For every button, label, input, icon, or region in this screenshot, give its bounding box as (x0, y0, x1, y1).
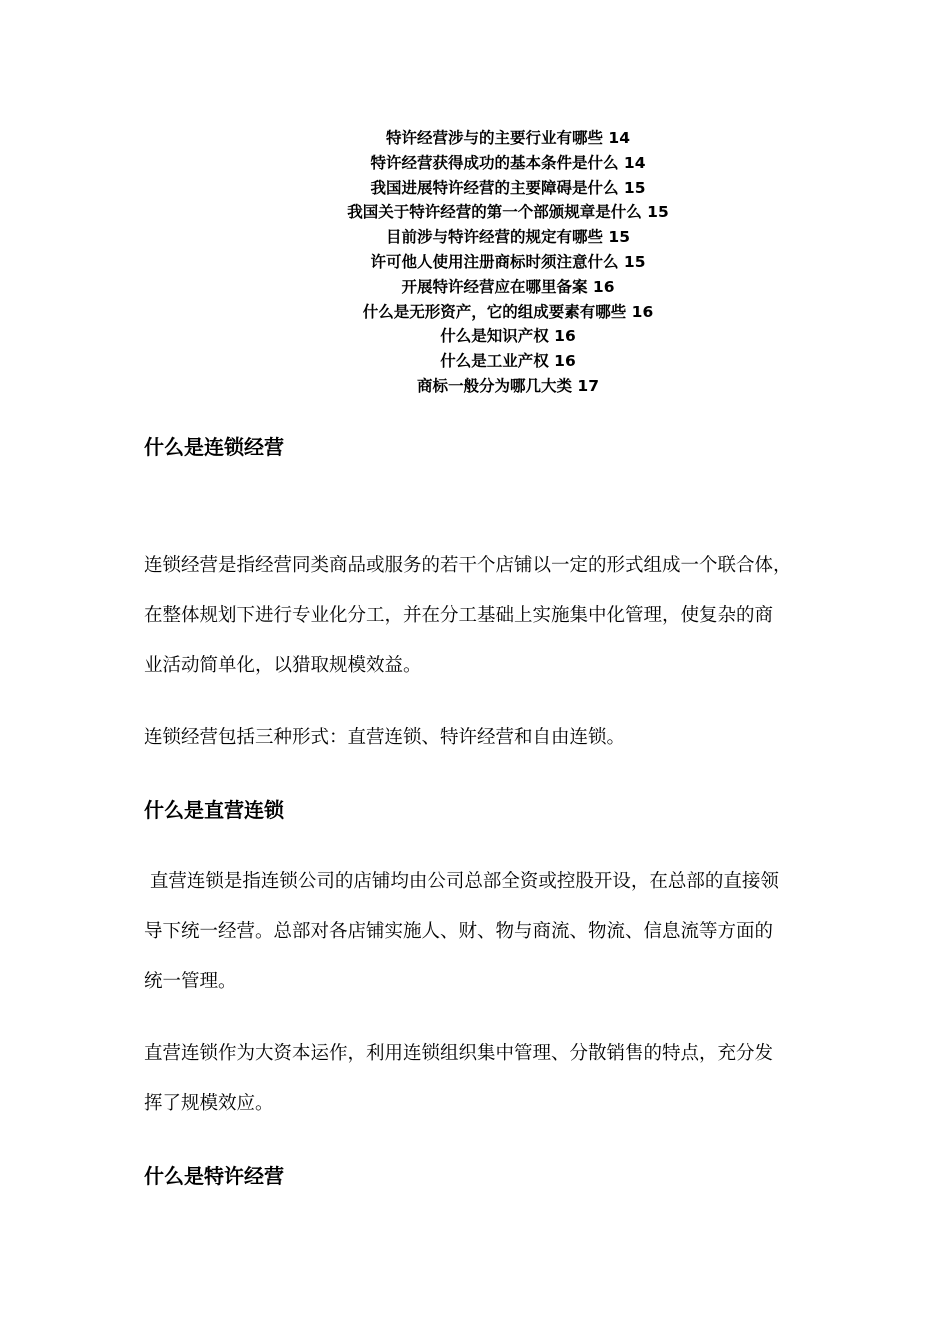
toc-entry[interactable]: 特许经营涉与的主要行业有哪些 14 (386, 129, 630, 147)
section-heading: 什么是连锁经营 (144, 435, 284, 459)
toc-page-number: 16 (554, 352, 576, 371)
paragraph-line: 在整体规划下进行专业化分工，并在分工基础上实施集中化管理，使复杂的商 (144, 605, 774, 626)
toc-page-number: 15 (623, 178, 646, 197)
table-of-contents (0, 126, 950, 399)
paragraph (144, 541, 824, 691)
paragraph (144, 857, 824, 1007)
section-heading: 什么是直营连锁 (144, 798, 284, 822)
toc-page-number: 15 (623, 252, 646, 271)
toc-page-number: 14 (608, 129, 630, 147)
toc-entry[interactable]: 开展特许经营应在哪里备案 16 (401, 277, 615, 296)
paragraph-line: 挥了规模效应。 (144, 1093, 274, 1114)
toc-entry[interactable]: 商标一般分为哪几大类 17 (417, 376, 599, 395)
paragraph-line: 统一管理。 (144, 971, 237, 992)
paragraph-line: 连锁经营是指经营同类商品或服务的若干个店铺以一定的形式组成一个联合体， (144, 555, 792, 576)
section-heading: 什么是特许经营 (144, 1164, 284, 1188)
toc-page-number: 16 (631, 302, 654, 321)
toc-page-number: 14 (623, 153, 646, 172)
toc-page-number: 17 (577, 376, 599, 395)
paragraph (144, 713, 824, 763)
toc-entry[interactable]: 特许经营获得成功的基本条件是什么 14 (370, 153, 646, 172)
paragraph-line: 直营连锁是指连锁公司的店铺均由公司总部全资或控股开设，在总部的直接领 (144, 871, 779, 892)
paragraph-line: 直营连锁作为大资本运作，利用连锁组织集中管理、分散销售的特点，充分发 (144, 1043, 774, 1064)
toc-entry[interactable]: 我国进展特许经营的主要障碍是什么 15 (370, 178, 646, 197)
toc-entry[interactable]: 许可他人使用注册商标时须注意什么 15 (370, 252, 646, 271)
toc-page-number: 16 (592, 277, 615, 296)
toc-entry[interactable]: 什么是知识产权 16 (440, 327, 576, 346)
toc-entry[interactable]: 目前涉与特许经营的规定有哪些 15 (386, 228, 630, 247)
paragraph-line: 导下统一经营。总部对各店铺实施人、财、物与商流、物流、信息流等方面的 (144, 921, 774, 942)
toc-entry[interactable]: 我国关于特许经营的第一个部颁规章是什么 15 (347, 203, 669, 222)
toc-page-number: 16 (554, 327, 576, 346)
paragraph-line: 业活动简单化，以猎取规模效益。 (144, 655, 422, 676)
paragraph (144, 1029, 824, 1129)
paragraph-line: 连锁经营包括三种形式：直营连锁、特许经营和自由连锁。 (144, 727, 626, 748)
toc-page-number: 15 (647, 203, 669, 222)
toc-entry[interactable]: 什么是工业产权 16 (440, 352, 576, 371)
toc-entry[interactable]: 什么是无形资产，它的组成要素有哪些 16 (362, 302, 654, 321)
toc-page-number: 15 (608, 228, 630, 247)
